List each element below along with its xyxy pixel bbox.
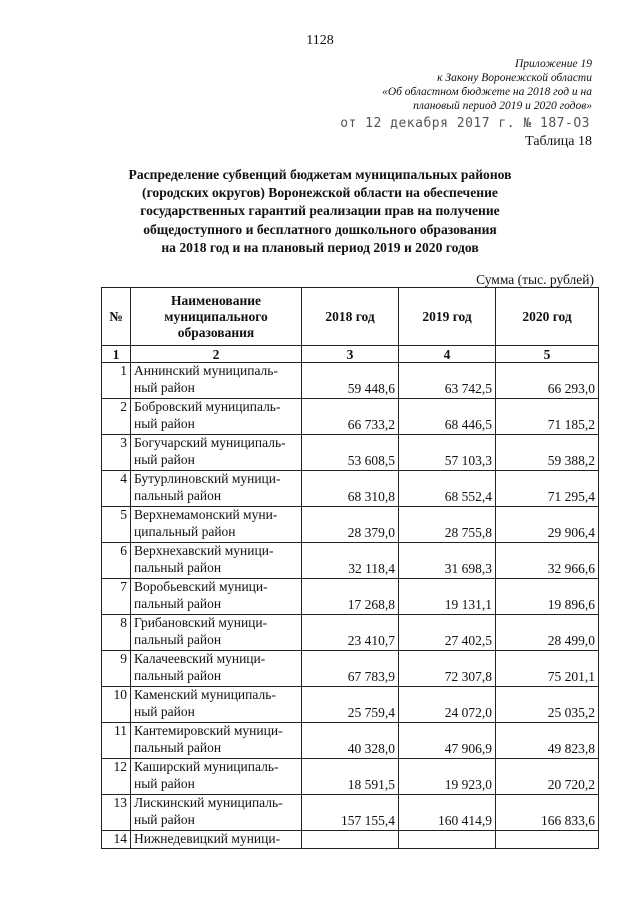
municipality-name-line: ципальный район bbox=[134, 523, 236, 539]
amount-cell-2020 bbox=[496, 831, 599, 849]
row-number-cell bbox=[102, 795, 131, 831]
municipality-name-cell bbox=[131, 435, 302, 471]
amount-value: 59 388,2 bbox=[547, 452, 595, 468]
municipality-name-line: Верхнемамонский муни- bbox=[134, 507, 278, 522]
amount-value: 40 328,0 bbox=[347, 740, 395, 756]
amount-cell-2018 bbox=[302, 759, 399, 795]
table-row bbox=[102, 363, 599, 399]
amount-value: 66 733,2 bbox=[347, 416, 395, 432]
amount-value: 24 072,0 bbox=[444, 704, 492, 720]
amount-value: 59 448,6 bbox=[347, 380, 395, 396]
municipality-name-line: ный район bbox=[134, 703, 195, 719]
municipality-name-cell bbox=[131, 687, 302, 723]
row-number: 14 bbox=[113, 831, 127, 846]
municipality-name-line: Нижнедевицкий муници- bbox=[134, 831, 281, 846]
column-number: 3 bbox=[302, 346, 399, 363]
amount-cell-2019 bbox=[399, 615, 496, 651]
amount-value: 27 402,5 bbox=[444, 632, 492, 648]
amount-cell-2020 bbox=[496, 543, 599, 579]
row-number: 9 bbox=[120, 651, 127, 666]
units-label: Сумма (тыс. рублей) bbox=[476, 272, 594, 287]
title-line: Распределение субвенций бюджетам муниципальных районов bbox=[128, 167, 512, 182]
row-number-cell bbox=[102, 687, 131, 723]
amount-cell-2018 bbox=[302, 363, 399, 399]
row-number-cell bbox=[102, 759, 131, 795]
amount-cell-2018 bbox=[302, 507, 399, 543]
document-title bbox=[80, 166, 560, 257]
header-num: № bbox=[102, 288, 131, 346]
table-row bbox=[102, 615, 599, 651]
column-number: 4 bbox=[399, 346, 496, 363]
amount-cell-2020 bbox=[496, 435, 599, 471]
municipality-name-line: Бобровский муниципаль- bbox=[134, 399, 281, 414]
row-number-cell bbox=[102, 507, 131, 543]
row-number: 1 bbox=[120, 363, 127, 378]
amount-cell-2018 bbox=[302, 831, 399, 849]
municipality-name-line: пальный район bbox=[134, 631, 222, 647]
row-number: 12 bbox=[113, 759, 127, 774]
amount-value: 19 923,0 bbox=[444, 776, 492, 792]
municipality-name-cell bbox=[131, 723, 302, 759]
municipality-name-line: Воробьевский муници- bbox=[134, 579, 268, 594]
table-row bbox=[102, 795, 599, 831]
header-name: Наименование муниципального образования bbox=[131, 288, 302, 346]
municipality-name-cell bbox=[131, 795, 302, 831]
amount-value: 57 103,3 bbox=[444, 452, 492, 468]
municipality-name-line: Кантемировский муници- bbox=[134, 723, 283, 738]
municipality-name-cell bbox=[131, 399, 302, 435]
municipality-name-line: пальный район bbox=[134, 739, 222, 755]
municipality-name-line: ный район bbox=[134, 811, 195, 827]
municipality-name-cell bbox=[131, 651, 302, 687]
appendix-line: «Об областном бюджете на 2018 год и на bbox=[382, 86, 592, 98]
amount-cell-2018 bbox=[302, 687, 399, 723]
amount-cell-2020 bbox=[496, 507, 599, 543]
amount-cell-2020 bbox=[496, 759, 599, 795]
row-number-cell bbox=[102, 435, 131, 471]
amount-cell-2019 bbox=[399, 831, 496, 849]
row-number: 7 bbox=[120, 579, 127, 594]
appendix-line: к Закону Воронежской области bbox=[437, 72, 592, 84]
amount-value: 32 966,6 bbox=[547, 560, 595, 576]
amount-cell-2018 bbox=[302, 795, 399, 831]
row-number: 13 bbox=[113, 795, 127, 810]
row-number: 8 bbox=[120, 615, 127, 630]
amount-cell-2020 bbox=[496, 651, 599, 687]
table-row bbox=[102, 831, 599, 849]
amount-value: 53 608,5 bbox=[347, 452, 395, 468]
table-row bbox=[102, 399, 599, 435]
amount-value: 31 698,3 bbox=[444, 560, 492, 576]
appendix-note bbox=[292, 57, 592, 113]
amount-cell-2019 bbox=[399, 759, 496, 795]
amount-value: 68 446,5 bbox=[444, 416, 492, 432]
amount-cell-2020 bbox=[496, 615, 599, 651]
municipality-name-line: Богучарский муниципаль- bbox=[134, 435, 286, 450]
amount-value: 25 759,4 bbox=[347, 704, 395, 720]
amount-cell-2019 bbox=[399, 651, 496, 687]
amount-cell-2018 bbox=[302, 723, 399, 759]
header-2018: 2018 год bbox=[302, 288, 399, 346]
row-number: 6 bbox=[120, 543, 127, 558]
amount-value: 25 035,2 bbox=[547, 704, 595, 720]
table-row bbox=[102, 579, 599, 615]
row-number: 4 bbox=[120, 471, 127, 486]
column-number-row bbox=[102, 346, 599, 363]
amount-value: 71 185,2 bbox=[547, 416, 595, 432]
amount-cell-2019 bbox=[399, 507, 496, 543]
amount-cell-2019 bbox=[399, 435, 496, 471]
amount-value: 28 499,0 bbox=[547, 632, 595, 648]
municipality-name-cell bbox=[131, 579, 302, 615]
amount-cell-2018 bbox=[302, 399, 399, 435]
table-row bbox=[102, 543, 599, 579]
table-row bbox=[102, 759, 599, 795]
amount-cell-2018 bbox=[302, 471, 399, 507]
table-row bbox=[102, 435, 599, 471]
amount-value: 23 410,7 bbox=[347, 632, 395, 648]
municipality-name-cell bbox=[131, 759, 302, 795]
amount-cell-2018 bbox=[302, 579, 399, 615]
municipality-name-line: пальный район bbox=[134, 559, 222, 575]
row-number-cell bbox=[102, 399, 131, 435]
amount-value: 68 552,4 bbox=[444, 488, 492, 504]
table-header-row bbox=[102, 288, 599, 346]
municipality-name-cell bbox=[131, 615, 302, 651]
municipality-name-line: Грибановский муници- bbox=[134, 615, 268, 630]
row-number-cell bbox=[102, 543, 131, 579]
page-number: 1128 bbox=[306, 33, 334, 48]
amount-value: 49 823,8 bbox=[547, 740, 595, 756]
amount-cell-2018 bbox=[302, 435, 399, 471]
table-label: Таблица 18 bbox=[525, 134, 592, 149]
amount-value: 29 906,4 bbox=[547, 524, 595, 540]
appendix-line: плановый период 2019 и 2020 годов» bbox=[413, 100, 592, 112]
amount-cell-2019 bbox=[399, 543, 496, 579]
title-line: общедоступного и бесплатного дошкольного образования bbox=[143, 221, 497, 237]
municipality-name-cell bbox=[131, 363, 302, 399]
municipality-name-cell bbox=[131, 831, 302, 849]
amount-cell-2020 bbox=[496, 687, 599, 723]
amount-cell-2019 bbox=[399, 399, 496, 435]
table-row bbox=[102, 687, 599, 723]
municipality-name-line: пальный район bbox=[134, 595, 222, 611]
municipality-name-cell bbox=[131, 507, 302, 543]
title-line: государственных гарантий реализации прав на получение bbox=[140, 203, 500, 219]
municipality-name-line: Верхнехавский муници- bbox=[134, 543, 274, 558]
amount-value: 28 379,0 bbox=[347, 524, 395, 540]
amount-cell-2019 bbox=[399, 579, 496, 615]
column-number: 2 bbox=[131, 346, 302, 363]
row-number-cell bbox=[102, 471, 131, 507]
municipality-name-line: Аннинский муниципаль- bbox=[134, 363, 278, 378]
row-number-cell bbox=[102, 723, 131, 759]
amount-cell-2020 bbox=[496, 471, 599, 507]
subsidy-table bbox=[101, 287, 599, 849]
table-row bbox=[102, 651, 599, 687]
amount-value: 68 310,8 bbox=[347, 488, 395, 504]
amount-cell-2020 bbox=[496, 363, 599, 399]
amount-value: 166 833,6 bbox=[541, 812, 595, 828]
row-number-cell bbox=[102, 579, 131, 615]
municipality-name-line: ный район bbox=[134, 775, 195, 791]
municipality-name-line: ный район bbox=[134, 379, 195, 395]
amount-cell-2019 bbox=[399, 687, 496, 723]
table-body bbox=[102, 363, 599, 849]
title-line: (городских округов) Воронежской области на обеспечение bbox=[142, 185, 498, 201]
amount-value: 47 906,9 bbox=[444, 740, 492, 756]
municipality-name-line: ный район bbox=[134, 451, 195, 467]
municipality-name-cell bbox=[131, 543, 302, 579]
municipality-name-line: ный район bbox=[134, 415, 195, 431]
row-number: 2 bbox=[120, 399, 127, 414]
amount-value: 19 896,6 bbox=[547, 596, 595, 612]
municipality-name-line: Лискинский муниципаль- bbox=[134, 795, 283, 810]
amount-cell-2019 bbox=[399, 363, 496, 399]
title-line: на 2018 год и на плановый период 2019 и 2020 годов bbox=[161, 239, 479, 255]
row-number-cell bbox=[102, 831, 131, 849]
table-row bbox=[102, 723, 599, 759]
row-number-cell bbox=[102, 615, 131, 651]
municipality-name-line: Каменский муниципаль- bbox=[134, 687, 276, 702]
amount-cell-2018 bbox=[302, 651, 399, 687]
amount-value: 160 414,9 bbox=[438, 812, 492, 828]
appendix-line: Приложение 19 bbox=[514, 58, 592, 70]
amount-value: 66 293,0 bbox=[547, 380, 595, 396]
amount-value: 75 201,1 bbox=[547, 668, 595, 684]
amount-value: 157 155,4 bbox=[341, 812, 395, 828]
amount-cell-2020 bbox=[496, 795, 599, 831]
municipality-name-line: пальный район bbox=[134, 487, 222, 503]
row-number: 3 bbox=[120, 435, 127, 450]
municipality-name-line: пальный район bbox=[134, 667, 222, 683]
amount-cell-2020 bbox=[496, 723, 599, 759]
row-number: 5 bbox=[120, 507, 127, 522]
table-row bbox=[102, 507, 599, 543]
amount-cell-2018 bbox=[302, 543, 399, 579]
amount-value: 19 131,1 bbox=[444, 596, 492, 612]
amount-cell-2019 bbox=[399, 723, 496, 759]
amount-value: 28 755,8 bbox=[444, 524, 492, 540]
header-2020: 2020 год bbox=[496, 288, 599, 346]
amount-cell-2020 bbox=[496, 579, 599, 615]
municipality-name-line: Калачеевский муници- bbox=[134, 651, 266, 666]
law-date-stamp: от 12 декабря 2017 г. № 187-ОЗ bbox=[340, 116, 590, 131]
amount-value: 71 295,4 bbox=[547, 488, 595, 504]
header-2019: 2019 год bbox=[399, 288, 496, 346]
municipality-name-cell bbox=[131, 471, 302, 507]
row-number: 11 bbox=[114, 723, 127, 738]
amount-value: 63 742,5 bbox=[444, 380, 492, 396]
amount-value: 72 307,8 bbox=[444, 668, 492, 684]
municipality-name-line: Каширский муниципаль- bbox=[134, 759, 279, 774]
row-number: 10 bbox=[113, 687, 127, 702]
amount-value: 17 268,8 bbox=[347, 596, 395, 612]
amount-value: 67 783,9 bbox=[347, 668, 395, 684]
amount-value: 20 720,2 bbox=[547, 776, 595, 792]
amount-cell-2020 bbox=[496, 399, 599, 435]
row-number-cell bbox=[102, 651, 131, 687]
amount-value: 32 118,4 bbox=[348, 560, 395, 576]
amount-value: 18 591,5 bbox=[347, 776, 395, 792]
column-number: 5 bbox=[496, 346, 599, 363]
amount-cell-2018 bbox=[302, 615, 399, 651]
table-row bbox=[102, 471, 599, 507]
row-number-cell bbox=[102, 363, 131, 399]
amount-cell-2019 bbox=[399, 471, 496, 507]
municipality-name-line: Бутурлиновский муници- bbox=[134, 471, 281, 486]
column-number: 1 bbox=[102, 346, 131, 363]
amount-cell-2019 bbox=[399, 795, 496, 831]
